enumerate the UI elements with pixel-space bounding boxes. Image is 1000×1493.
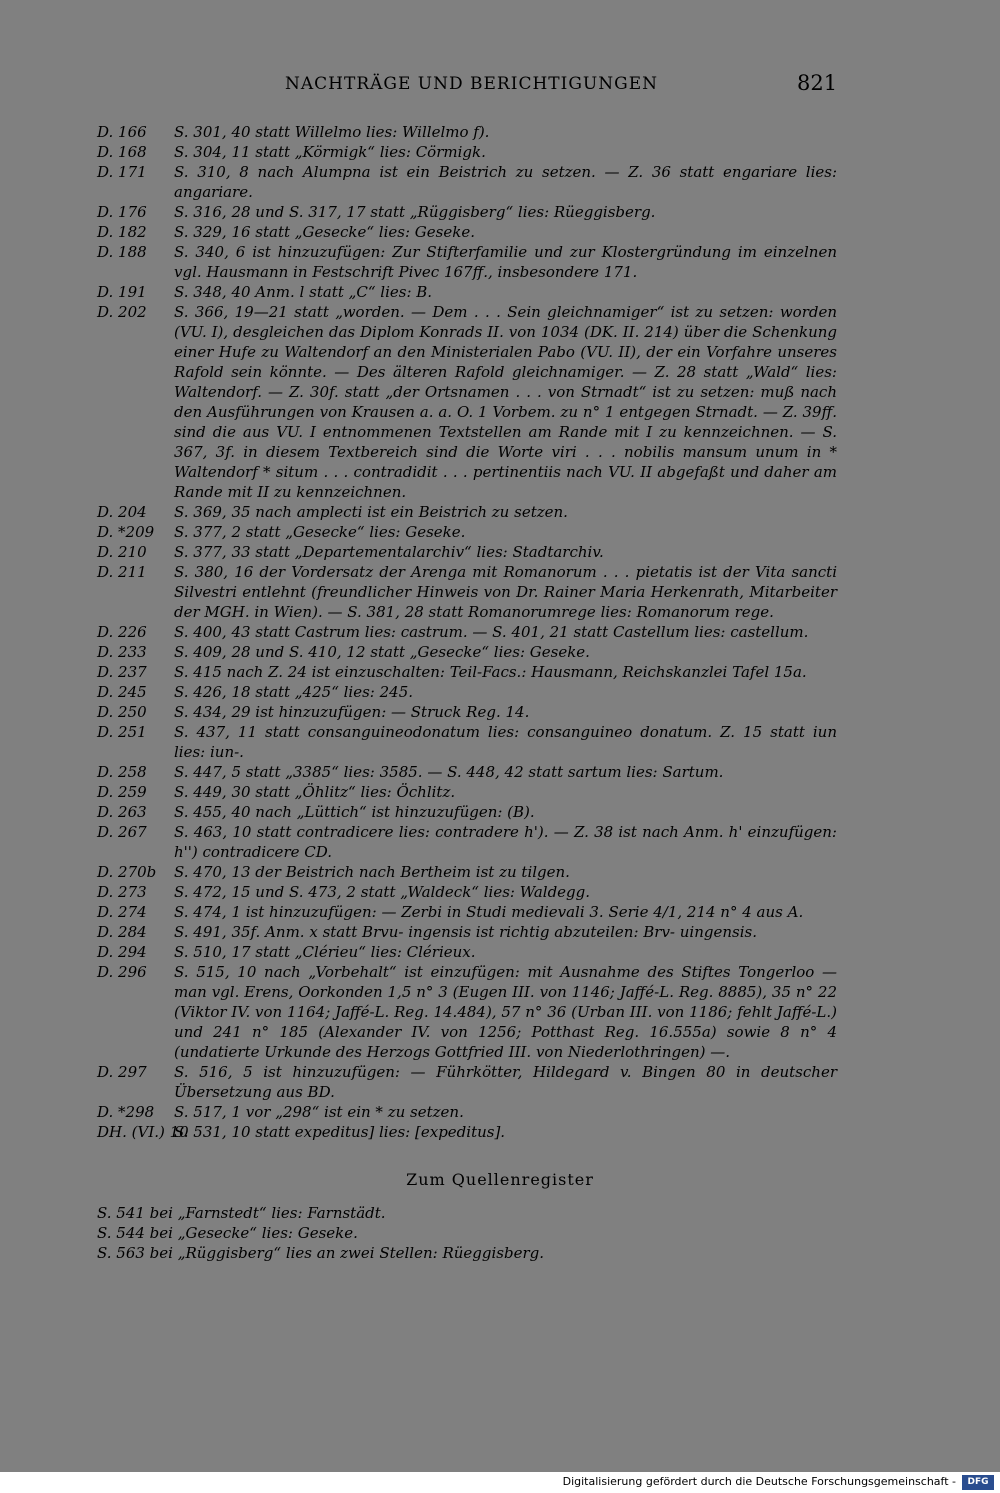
entry-reference: DH. (VI.) 10	[97, 1123, 189, 1141]
correction-entry	[97, 1062, 837, 1102]
entry-reference: D. 270b	[97, 863, 157, 881]
section-title: Zum Quellenregister	[406, 1170, 594, 1189]
entry-text: S. 377, 2 statt „Gesecke“ lies: Geseke.	[174, 523, 466, 541]
entry-text: S. 472, 15 und S. 473, 2 statt „Waldeck“ lies: Waldegg.	[174, 883, 591, 901]
correction-entry	[97, 722, 837, 762]
correction-entry	[97, 202, 837, 222]
correction-entry	[97, 962, 837, 1062]
entry-reference: D. 237	[97, 663, 147, 681]
entry-reference: D. 259	[97, 783, 147, 801]
entry-reference: D. *298	[97, 1103, 155, 1121]
page-header	[0, 71, 1000, 104]
entry-text: S. 366, 19—21 statt „worden. — Dem . . . Sein gleichnamiger“ ist zu setzen: worden (VU. I), desgleichen das Diplom Konrads II. von 1034 (DK. II. 214) über die Schenkung einer Hufe zu Waltendorf an den Ministerialen Pabo (VU. II), der ein Vorfahre unseres Rafold sein könnte. — Des älteren Rafold gleichnamiger. — Z. 28 statt „Wald“ lies: Waltendorf. — Z. 30f. statt „der Ortsnamen . . . von Strnadt“ ist zu setzen: muß nach den Ausführungen von Krausen a. a. O. 1 Vorbem. zu n° 1 entgegen Strnadt. — Z. 39ff. sind die aus VU. I entnommenen Textstellen am Rande mit I zu kennzeichnen. — S. 367, 3f. in diesem Textbereich sind die Worte viri . . . nobilis mansum unum in * Waltendorf * situm . . . contradidit . . . pertinentiis nach VU. II abgefaßt und daher am Rande mit II zu kennzeichnen.	[174, 303, 837, 501]
correction-entry	[97, 942, 837, 962]
correction-entry	[97, 522, 837, 542]
entry-text: S. 455, 40 nach „Lüttich“ ist hinzuzufügen: (B).	[174, 803, 535, 821]
entry-text: S. 474, 1 ist hinzuzufügen: — Zerbi in Studi medievali 3. Serie 4/1, 214 n° 4 aus A.	[174, 903, 804, 921]
entry-text: S. 515, 10 nach „Vorbehalt“ ist einzufügen: mit Ausnahme des Stiftes Tongerloo — man vgl. Erens, Oorkonden 1,5 n° 3 (Eugen III. von 1146; Jaffé-L. Reg. 8885), 35 n° 22 (Viktor IV. von 1164; Jaffé-L. Reg. 14.484), 57 n° 36 (Urban III. von 1186; fehlt Jaffé-L.) und 241 n° 185 (Alexander IV. von 1256; Potthast Reg. 16.555a) sowie 8 n° 4 (undatierte Urkunde des Herzogs Gottfried III. von Niederlothringen) —.	[174, 963, 837, 1061]
entry-text: S. 517, 1 vor „298“ ist ein * zu setzen.	[174, 1103, 464, 1121]
correction-entry	[97, 762, 837, 782]
entry-reference: D. 263	[97, 803, 147, 821]
entry-reference: D. 210	[97, 543, 147, 561]
entry-reference: D. 284	[97, 923, 147, 941]
correction-entry	[97, 902, 837, 922]
entry-reference: D. 176	[97, 203, 147, 221]
footer-bar	[0, 1472, 1000, 1493]
entry-reference: D. 211	[97, 563, 147, 581]
entry-text: S. 301, 40 statt Willelmo lies: Willelmo f).	[174, 123, 490, 141]
entry-reference: D. 191	[97, 283, 147, 301]
entry-reference: D. 250	[97, 703, 147, 721]
entry-text: S. 434, 29 ist hinzuzufügen: — Struck Reg. 14.	[174, 703, 530, 721]
correction-entry	[97, 642, 837, 662]
register-entry: S. 541 bei „Farnstedt“ lies: Farnstädt.	[97, 1204, 386, 1222]
corrections-list	[97, 122, 837, 1142]
entry-reference: D. 166	[97, 123, 147, 141]
correction-entry	[97, 1122, 837, 1142]
entry-text: S. 510, 17 statt „Clérieu“ lies: Clérieux.	[174, 943, 476, 961]
entry-text: S. 437, 11 statt consanguineodonatum lies: consanguineo donatum. Z. 15 statt iun lies: iun-.	[174, 723, 837, 761]
entry-reference: D. 296	[97, 963, 147, 981]
entry-reference: D. 294	[97, 943, 147, 961]
running-title: NACHTRÄGE UND BERICHTIGUNGEN	[285, 74, 658, 94]
entry-text: S. 380, 16 der Vordersatz der Arenga mit Romanorum . . . pietatis ist der Vita sancti Silvestri entlehnt (freundlicher Hinweis von Dr. Rainer Maria Herkenrath, Mitarbeiter der MGH. in Wien). — S. 381, 28 statt Romanorumrege lies: Romanorum rege.	[174, 563, 837, 621]
entry-text: S. 304, 11 statt „Körmigk“ lies: Cörmigk.	[174, 143, 486, 161]
correction-entry	[97, 662, 837, 682]
entry-text: S. 449, 30 statt „Öhlitz“ lies: Öchlitz.	[174, 783, 456, 801]
register-entry: S. 544 bei „Gesecke“ lies: Geseke.	[97, 1224, 358, 1242]
correction-entry	[97, 882, 837, 902]
entry-reference: D. 267	[97, 823, 147, 841]
entry-reference: D. 273	[97, 883, 147, 901]
correction-entry	[97, 922, 837, 942]
footer-text: Digitalisierung gefördert durch die Deutsche Forschungsgemeinschaft -	[562, 1475, 956, 1488]
correction-entry	[97, 782, 837, 802]
correction-entry	[97, 682, 837, 702]
entry-text: S. 447, 5 statt „3385“ lies: 3585. — S. 448, 42 statt sartum lies: Sartum.	[174, 763, 724, 781]
correction-entry	[97, 222, 837, 242]
correction-entry	[97, 1102, 837, 1122]
page-number: 821	[797, 71, 838, 95]
correction-entry	[97, 862, 837, 882]
entry-reference: D. 258	[97, 763, 147, 781]
entry-reference: D. 233	[97, 643, 147, 661]
dfg-logo: DFG	[962, 1475, 994, 1490]
entry-reference: D. 297	[97, 1063, 147, 1081]
entry-reference: D. 188	[97, 243, 147, 261]
correction-entry	[97, 122, 837, 142]
entry-text: S. 329, 16 statt „Gesecke“ lies: Geseke.	[174, 223, 475, 241]
correction-entry	[97, 142, 837, 162]
entry-text: S. 531, 10 statt expeditus] lies: [expeditus].	[174, 1123, 506, 1141]
entry-reference: D. 168	[97, 143, 147, 161]
correction-entry	[97, 802, 837, 822]
correction-entry	[97, 302, 837, 502]
entry-text: S. 377, 33 statt „Departementalarchiv“ lies: Stadtarchiv.	[174, 543, 604, 561]
entry-text: S. 470, 13 der Beistrich nach Bertheim ist zu tilgen.	[174, 863, 570, 881]
correction-entry	[97, 502, 837, 522]
entry-reference: D. 251	[97, 723, 147, 741]
correction-entry	[97, 542, 837, 562]
correction-entry	[97, 282, 837, 302]
entry-text: S. 400, 43 statt Castrum lies: castrum. — S. 401, 21 statt Castellum lies: castellum.	[174, 623, 809, 641]
entry-text: S. 491, 35f. Anm. x statt Brvu- ingensis ist richtig abzuteilen: Brv- uingensis.	[174, 923, 757, 941]
source-register-list	[97, 1203, 837, 1263]
correction-entry	[97, 242, 837, 282]
correction-entry	[97, 162, 837, 202]
entry-text: S. 369, 35 nach amplecti ist ein Beistrich zu setzen.	[174, 503, 568, 521]
entry-text: S. 463, 10 statt contradicere lies: contradere h'). — Z. 38 ist nach Anm. h' einzufügen: h'') contradicere CD.	[174, 823, 837, 861]
correction-entry	[97, 562, 837, 622]
entry-text: S. 415 nach Z. 24 ist einzuschalten: Teil-Facs.: Hausmann, Reichskanzlei Tafel 15a.	[174, 663, 807, 681]
entry-text: S. 409, 28 und S. 410, 12 statt „Gesecke“ lies: Geseke.	[174, 643, 590, 661]
entry-reference: D. 226	[97, 623, 147, 641]
entry-text: S. 426, 18 statt „425“ lies: 245.	[174, 683, 414, 701]
entry-text: S. 310, 8 nach Alumpna ist ein Beistrich zu setzen. — Z. 36 statt engariare lies: angariare.	[174, 163, 837, 201]
entry-text: S. 340, 6 ist hinzuzufügen: Zur Stifterfamilie und zur Klostergründung im einzelnen vgl. Hausmann in Festschrift Pivec 167ff., insbesondere 171.	[174, 243, 837, 281]
entry-reference: D. 274	[97, 903, 147, 921]
entry-text: S. 348, 40 Anm. l statt „C“ lies: B.	[174, 283, 433, 301]
entry-reference: D. 171	[97, 163, 147, 181]
entry-text: S. 316, 28 und S. 317, 17 statt „Rüggisberg“ lies: Rüeggisberg.	[174, 203, 656, 221]
entry-reference: D. 204	[97, 503, 147, 521]
register-entry: S. 563 bei „Rüggisberg“ lies an zwei Stellen: Rüeggisberg.	[97, 1244, 545, 1262]
entry-reference: D. 182	[97, 223, 147, 241]
correction-entry	[97, 822, 837, 862]
entry-reference: D. 202	[97, 303, 147, 321]
correction-entry	[97, 702, 837, 722]
correction-entry	[97, 622, 837, 642]
entry-reference: D. *209	[97, 523, 155, 541]
entry-text: S. 516, 5 ist hinzuzufügen: — Führkötter, Hildegard v. Bingen 80 in deutscher Übersetzung aus BD.	[174, 1063, 837, 1101]
entry-reference: D. 245	[97, 683, 147, 701]
